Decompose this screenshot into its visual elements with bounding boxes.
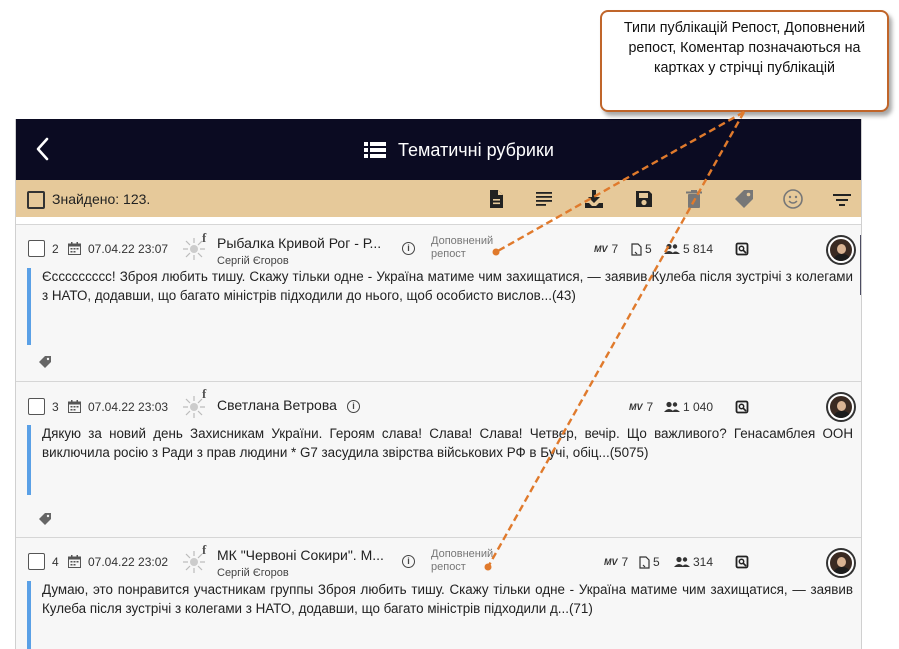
audience-icon (664, 401, 680, 413)
post-text[interactable]: Думаю, это понравится участникам группы Зброя любить тишу. Скажу тільки одне - Україна матиме чим захищатися, — заявив Кулеба після зустрічі з колегами з НАТО, додавши, що багато міністрів підходили д...(71) (42, 582, 853, 616)
card-accent-bar (27, 425, 31, 495)
card-accent-bar (27, 581, 31, 649)
reposts-value: 5 (653, 555, 660, 569)
post-text[interactable]: Дякую за новий день Захисникам України. Героям слава! Слава! Слава! Четвер, вечір. Що важливого? Генасамблея ООН виключила росію з Ради з прав людини * G7 засудила звірства військових РФ в Бучі, обіц...(5075) (42, 426, 853, 460)
post-number: 3 (52, 400, 59, 414)
post-sub-author[interactable]: Сергій Єгоров (217, 255, 289, 267)
annotation-callout (600, 10, 889, 112)
view-document-icon[interactable] (735, 400, 749, 414)
post-text[interactable]: Єссссссссс! Зброя любить тишу. Скажу тільки одне - Україна матиме чим захищатися, — заявив Кулеба після зустрічі з колегами з НАТО, додавши, що багато міністрів підходили до нього, щоб особисто вислов...(43) (42, 269, 853, 303)
audience-value: 1 040 (683, 400, 714, 414)
audience-value: 314 (693, 555, 714, 569)
mv-label: MV (629, 402, 643, 412)
chevron-left-icon (30, 133, 56, 165)
post-checkbox[interactable] (28, 398, 45, 415)
repost-icon (638, 556, 650, 569)
emoji-icon[interactable] (782, 188, 804, 210)
toolbar (16, 180, 862, 217)
post-checkbox[interactable] (28, 553, 45, 570)
delete-icon[interactable] (683, 188, 705, 210)
facebook-icon: f (202, 542, 207, 557)
post-card[interactable] (16, 381, 862, 537)
document-icon[interactable] (485, 188, 507, 210)
reposts-metric (630, 242, 652, 256)
info-icon[interactable]: i (402, 242, 415, 255)
page-title-wrap (364, 137, 554, 163)
mv-metric (629, 400, 653, 414)
post-card[interactable] (16, 224, 862, 381)
back-button[interactable] (30, 133, 56, 165)
avatar[interactable] (828, 394, 854, 420)
reposts-value: 5 (645, 242, 652, 256)
text-lines-icon[interactable] (533, 188, 555, 210)
calendar-icon (68, 400, 81, 413)
select-all-checkbox[interactable] (27, 191, 45, 209)
scroll-indicator (860, 235, 862, 295)
audience-metric (664, 242, 713, 256)
post-author[interactable]: МК "Червоні Сокири". М... (217, 547, 384, 563)
download-icon[interactable] (583, 188, 605, 210)
audience-icon (664, 243, 680, 255)
post-sub-author[interactable]: Сергій Єгоров (217, 567, 289, 579)
avatar[interactable] (828, 237, 854, 263)
facebook-icon: f (202, 386, 207, 401)
post-author[interactable]: Светлана Ветрова (217, 397, 337, 413)
mv-metric (594, 242, 618, 256)
audience-metric (664, 400, 713, 414)
avatar[interactable] (828, 550, 854, 576)
app-window (15, 119, 862, 649)
publication-type: Доповнений репост (431, 548, 494, 573)
calendar-icon (68, 555, 81, 568)
facebook-icon: f (202, 230, 207, 245)
repost-icon (630, 243, 642, 256)
page-title: Тематичні рубрики (398, 139, 554, 160)
tag-icon[interactable] (38, 355, 52, 369)
audience-icon (674, 556, 690, 568)
post-date: 07.04.22 23:03 (88, 400, 169, 414)
tag-icon[interactable] (733, 188, 755, 210)
post-card[interactable] (16, 537, 862, 649)
view-document-icon[interactable] (735, 242, 749, 256)
save-icon[interactable] (633, 188, 655, 210)
filter-icon[interactable] (831, 188, 853, 210)
list-icon (364, 141, 386, 159)
mv-value: 7 (611, 242, 619, 256)
post-author[interactable]: Рыбалка Кривой Рог - Р... (217, 235, 382, 251)
found-count: Знайдено: 123. (52, 191, 151, 207)
header-bar (16, 119, 862, 180)
view-document-icon[interactable] (735, 555, 749, 569)
post-date: 07.04.22 23:02 (88, 555, 169, 569)
audience-value: 5 814 (683, 242, 714, 256)
post-checkbox[interactable] (28, 240, 45, 257)
mv-metric (604, 555, 628, 569)
post-number: 4 (52, 555, 59, 569)
calendar-icon (68, 242, 81, 255)
mv-value: 7 (646, 400, 654, 414)
info-icon[interactable]: i (402, 555, 415, 568)
mv-label: MV (604, 557, 618, 567)
callout-text: Типи публікацій Репост, Доповнений репост, Коментар позначаються на картках у стрічці публікацій (623, 20, 866, 76)
post-number: 2 (52, 242, 59, 256)
mv-value: 7 (621, 555, 629, 569)
card-accent-bar (27, 268, 31, 345)
audience-metric (674, 555, 713, 569)
post-date: 07.04.22 23:07 (88, 242, 169, 256)
publication-type: Доповнений репост (431, 235, 494, 260)
tag-icon[interactable] (38, 512, 52, 526)
info-icon[interactable]: i (347, 400, 360, 413)
mv-label: MV (594, 244, 608, 254)
reposts-metric (638, 555, 660, 569)
